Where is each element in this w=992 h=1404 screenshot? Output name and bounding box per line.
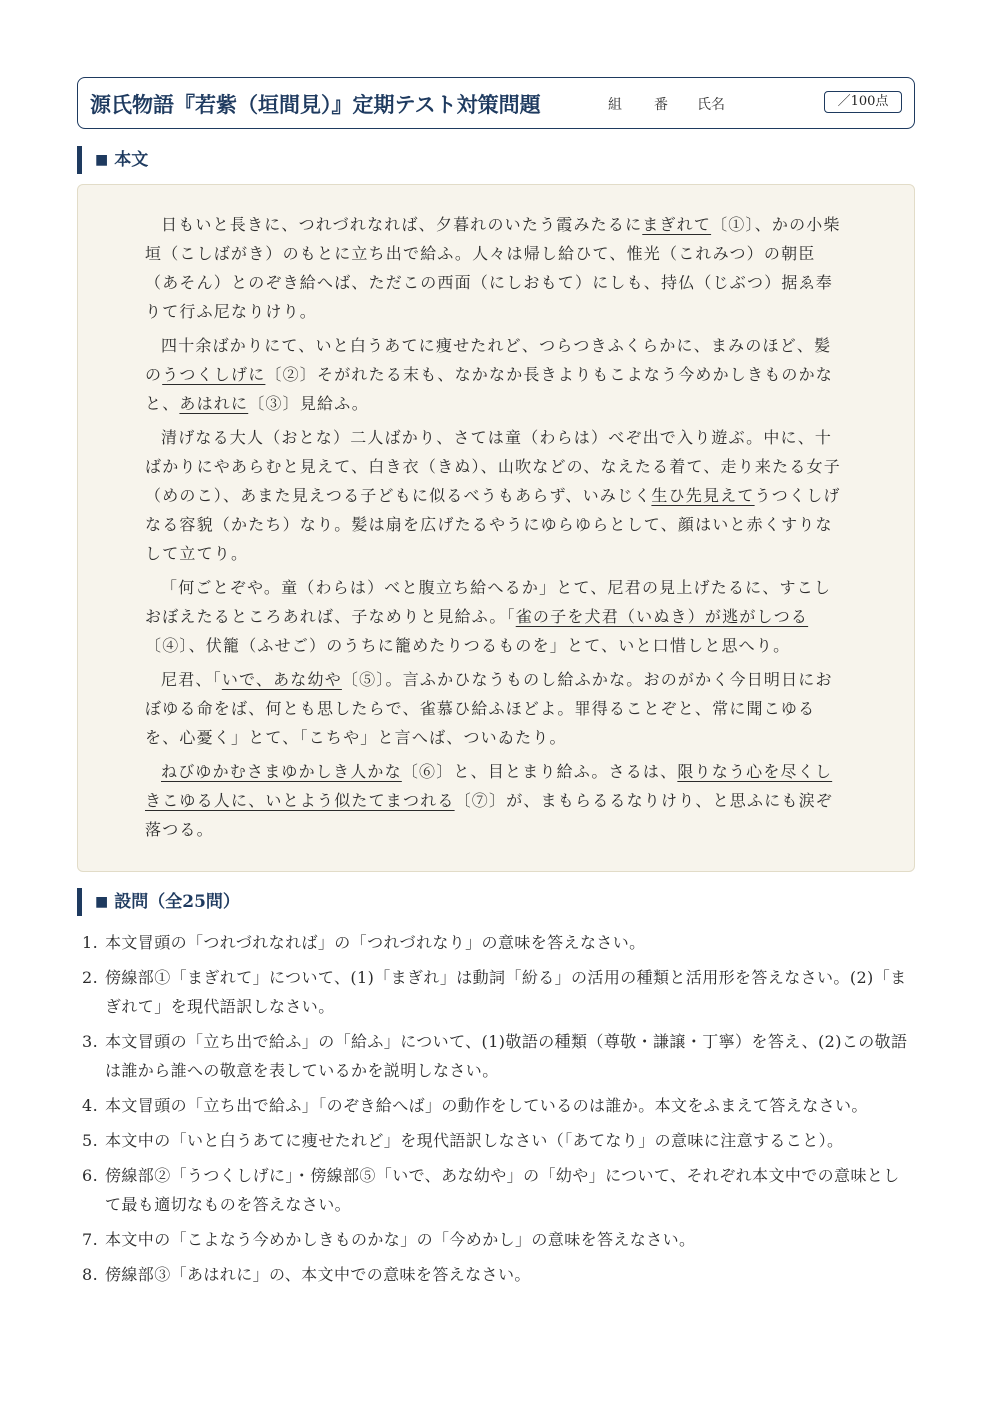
question-item: [82, 1091, 916, 1120]
passage-paragraph-3: [145, 423, 844, 568]
question-number: 5.: [82, 1131, 99, 1150]
name-label: 氏名: [697, 97, 725, 113]
question-number: 6.: [82, 1166, 99, 1185]
square-bullet-icon: ■: [95, 152, 109, 168]
question-text: 本文冒頭の「立ち出で給ふ」「のぞき給へば」の動作をしているのは誰か。本文をふまえて答えなさい。: [105, 1096, 868, 1115]
page-title: 源氏物語『若紫（垣間見）』定期テスト対策問題: [90, 92, 541, 117]
square-bullet-icon: ■: [95, 894, 109, 910]
header-box: [77, 77, 915, 129]
question-item: [82, 1225, 916, 1254]
passage-paragraph-6: [145, 757, 844, 844]
question-item: [82, 928, 916, 957]
question-text: 傍線部①「まぎれて」について、(1)「まぎれ」は動詞「紛る」の活用の種類と活用形を答えなさい。(2)「まぎれて」を現代語訳しなさい。: [105, 968, 907, 1016]
question-item: [82, 963, 916, 1021]
question-text: 本文中の「こよなう今めかしきものかな」の「今めかし」の意味を答えなさい。: [105, 1230, 696, 1249]
underlined-phrase-1: まぎれて: [642, 215, 712, 234]
passage-text: うつくしげなる容貌（かたち）なり。髪は扇を広げたるやうにゆらゆらとして、顔はいと赤くすりなして立てり。: [145, 486, 841, 563]
underlined-phrase-6: ねびゆかむさまゆかしき人かな: [161, 762, 402, 781]
underlined-phrase-4: 雀の子を犬君（いぬき）が逃がしつる: [515, 607, 809, 626]
number-label: 番: [654, 97, 668, 113]
passage-text: 尼君、「: [161, 670, 222, 689]
passage-paragraph-4: [145, 573, 844, 660]
underlined-phrase-3: あはれに: [179, 394, 249, 413]
passage-box: [77, 184, 915, 872]
question-number: 7.: [82, 1230, 99, 1249]
underlined-phrase: 生ひ先見えて: [651, 486, 755, 505]
passage-text: 〔②〕そがれたる末も、なかなか長きよりもこよなう今めかしきものかなと、: [145, 365, 834, 413]
passage-text: 四十余ばかりにて、いと白うあてに痩せたれど、つらつきふくらかに、まみのほど、髪の: [145, 336, 832, 384]
section-heading-questions: [77, 888, 240, 916]
question-number: 1.: [82, 933, 99, 952]
passage-text: 〔④〕、伏籠（ふせご）のうちに籠めたりつるものを」とて、いと口惜しと思へり。: [145, 636, 791, 655]
question-text: 傍線部③「あはれに」の、本文中での意味を答えなさい。: [105, 1265, 531, 1284]
question-number: 4.: [82, 1096, 99, 1115]
question-text: 本文冒頭の「つれづれなれば」の「つれづれなり」の意味を答えなさい。: [105, 933, 646, 952]
question-number: 3.: [82, 1032, 99, 1051]
passage-text: 〔①〕、かの小柴垣（こしばがき）のもとに立ち出で給ふ。人々は帰し給ひて、惟光（これみつ）の朝臣（あそん）とのぞき給へば、ただこの西面（にしおもて）にしも、持仏（じぶつ）据ゑ奉りて行ふ尼なりけり。: [145, 215, 841, 321]
underlined-phrase-7: 限りなう心を尽くしきこゆる人に、いとよう似たてまつれる: [145, 762, 833, 810]
question-number: 8.: [82, 1265, 99, 1284]
section-heading-text-label: 本文: [114, 150, 149, 170]
passage-text: 「何ごとぞや。童（わらは）べと腹立ち給へるか」とて、尼君の見上げたるに、すこしおぼえたるところあれば、子なめりと見給ふ。「: [145, 578, 832, 626]
section-heading-text: [77, 146, 148, 174]
passage-text: 日もいと長きに、つれづれなれば、夕暮れのいたう霞みたるに: [161, 215, 643, 234]
underlined-phrase-5: いで、あな幼や: [221, 670, 342, 689]
question-item: [82, 1161, 916, 1219]
underlined-phrase-2: うつくしげに: [162, 365, 266, 384]
class-label: 組: [608, 97, 622, 113]
passage-text: 〔③〕見給ふ。: [248, 394, 369, 413]
question-item: [82, 1027, 916, 1085]
question-text: 傍線部②「うつくしげに」・傍線部⑤「いで、あな幼や」の「幼や」について、それぞれ本文中での意味として最も適切なものを答えなさい。: [105, 1166, 900, 1214]
passage-paragraph-1: [145, 210, 844, 326]
question-item: [82, 1126, 916, 1155]
question-number: 2.: [82, 968, 99, 987]
score-box: ／100点: [824, 91, 902, 113]
passage-paragraph-5: [145, 665, 844, 752]
passage-text: 〔⑤〕。言ふかひなうものし給ふかな。おのがかく今日明日におぼゆる命をば、何とも思したらで、雀慕ひ給ふほどよ。罪得ることぞと、常に聞こゆるを、心憂く」とて、「こちや」と言へば、ついゐたり。: [145, 670, 833, 747]
question-text: 本文中の「いと白うあてに痩せたれど」を現代語訳しなさい（「あてなり」の意味に注意すること）。: [105, 1131, 844, 1150]
question-item: [82, 1260, 916, 1289]
passage-text: 清げなる大人（おとな）二人ばかり、さては童（わらは）べぞ出で入り遊ぶ。中に、十ばかりにやあらむと見えて、白き衣（きぬ）、山吹などの、なえたる着て、走り来たる女子（めのこ）、あまた見えつる子どもに似るべうもあらず、いみじく: [145, 428, 841, 505]
question-text: 本文冒頭の「立ち出で給ふ」の「給ふ」について、(1)敬語の種類（尊敬・謙譲・丁寧）を答え、(2)この敬語は誰から誰への敬意を表しているかを説明しなさい。: [105, 1032, 908, 1080]
question-list: [82, 928, 916, 1295]
passage-text: 〔⑥〕と、目とまり給ふ。さるは、: [401, 762, 678, 781]
passage-paragraph-2: [145, 331, 844, 418]
passage-text: 〔⑦〕が、まもらるるなりけり、と思ふにも涙ぞ落つる。: [145, 791, 834, 839]
section-heading-questions-label: 設問（全25問）: [114, 892, 240, 912]
